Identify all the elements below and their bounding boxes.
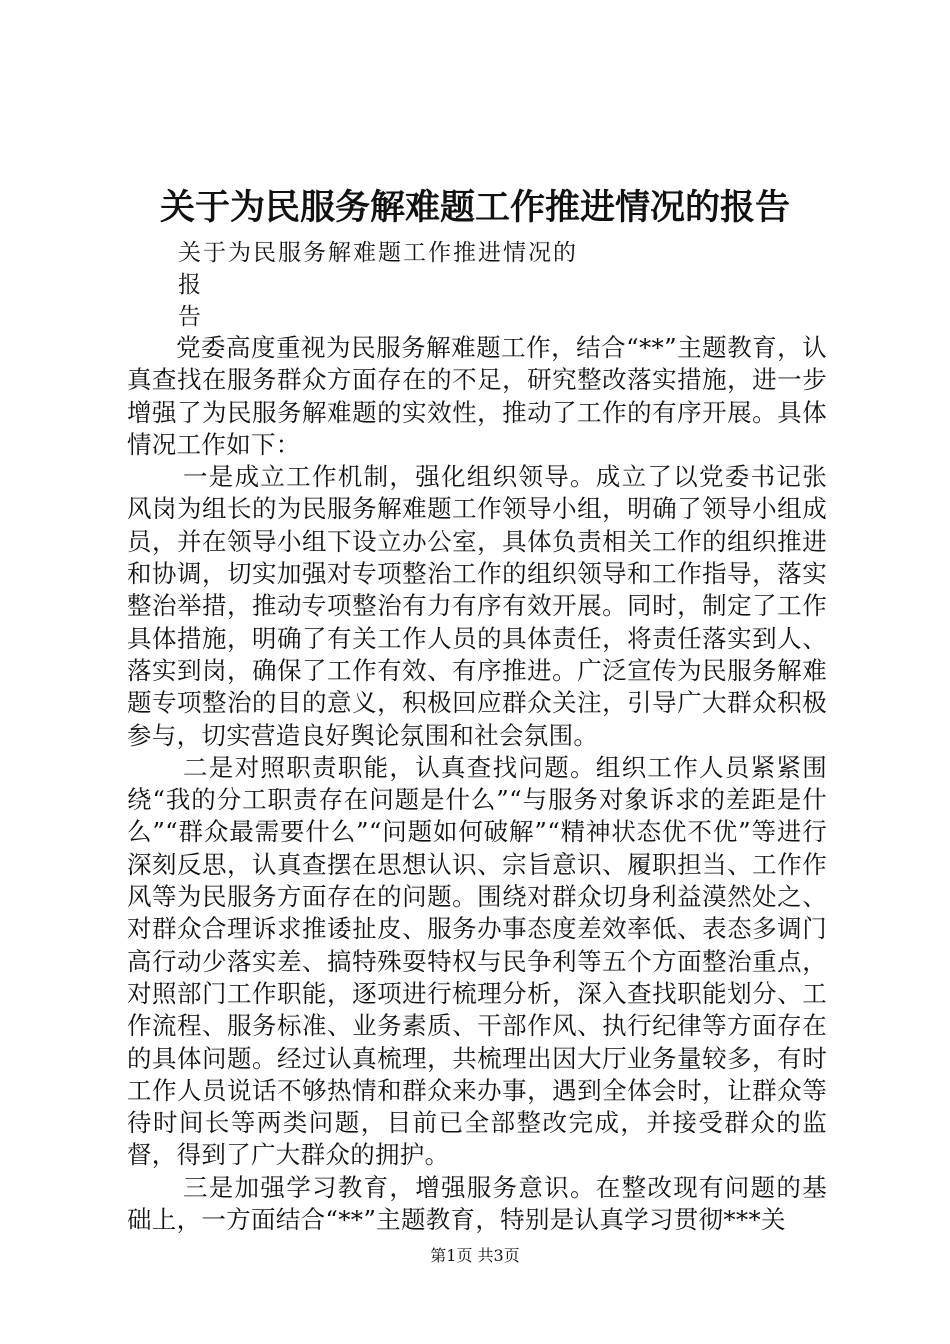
document-subtitle bbox=[178, 237, 578, 333]
subtitle-line: 关于为民服务解难题工作推进情况的 bbox=[178, 240, 578, 266]
section-one-paragraph: 一是成立工作机制，强化组织领导。成立了以党委书记张风岗为组长的为民服务解难题工作领导小组，明确了领导小组成员，并在领导小组下设立办公室，具体负责相关工作的组织推进和协调，切实加强对专项整治工作的组织领导和工作指导，落实整治举措，推动专项整治有力有序有效开展。同时，制定了工作具体措施，明确了有关工作人员的具体责任，将责任落实到人、落实到岗，确保了工作有效、有序推进。广泛宣传为民服务解难题专项整治的目的意义，积极回应群众关注，引导广大群众积极参与，切实营造良好舆论氛围和社会氛围。 bbox=[127, 462, 827, 750]
document-title: 关于为民服务解难题工作推进情况的报告 bbox=[159, 187, 790, 228]
section-three-paragraph: 三是加强学习教育，增强服务意识。在整改现有问题的基础上，一方面结合“**”主题教育，特别是认真学习贯彻***关 bbox=[127, 1172, 827, 1235]
page-number-footer: 第1页 共3页 bbox=[430, 1246, 520, 1265]
subtitle-line: 报 bbox=[178, 272, 203, 298]
section-two-paragraph: 二是对照职责职能，认真查找问题。组织工作人员紧紧围绕“我的分工职责存在问题是什么”“与服务对象诉求的差距是什么”“群众最需要什么”“问题如何破解”“精神状态优不优”等进行深刻反思，认真查摆在思想认识、宗旨意识、履职担当、工作作风等为民服务方面存在的问题。围绕对群众切身利益漠然处之、对群众合理诉求推诿扯皮、服务办事态度差效率低、表态多调门高行动少落实差、搞特殊耍特权与民争利等五个方面整治重点，对照部门工作职能，逐项进行梳理分析，深入查找职能划分、工作流程、服务标准、业务素质、干部作风、执行纪律等方面存在的具体问题。经过认真梳理，共梳理出因大厅业务量较多，有时工作人员说话不够热情和群众来办事，遇到全体会时，让群众等待时间长等两类问题，目前已全部整改完成，并接受群众的监督，得到了广大群众的拥护。 bbox=[127, 752, 827, 1170]
subtitle-line: 告 bbox=[178, 304, 203, 330]
intro-paragraph: 党委高度重视为民服务解难题工作，结合“**”主题教育，认真查找在服务群众方面存在的不足，研究整改落实措施，进一步增强了为民服务解难题的实效性，推动了工作的有序开展。具体情况工作如下： bbox=[127, 333, 827, 459]
document-body bbox=[127, 332, 827, 1236]
